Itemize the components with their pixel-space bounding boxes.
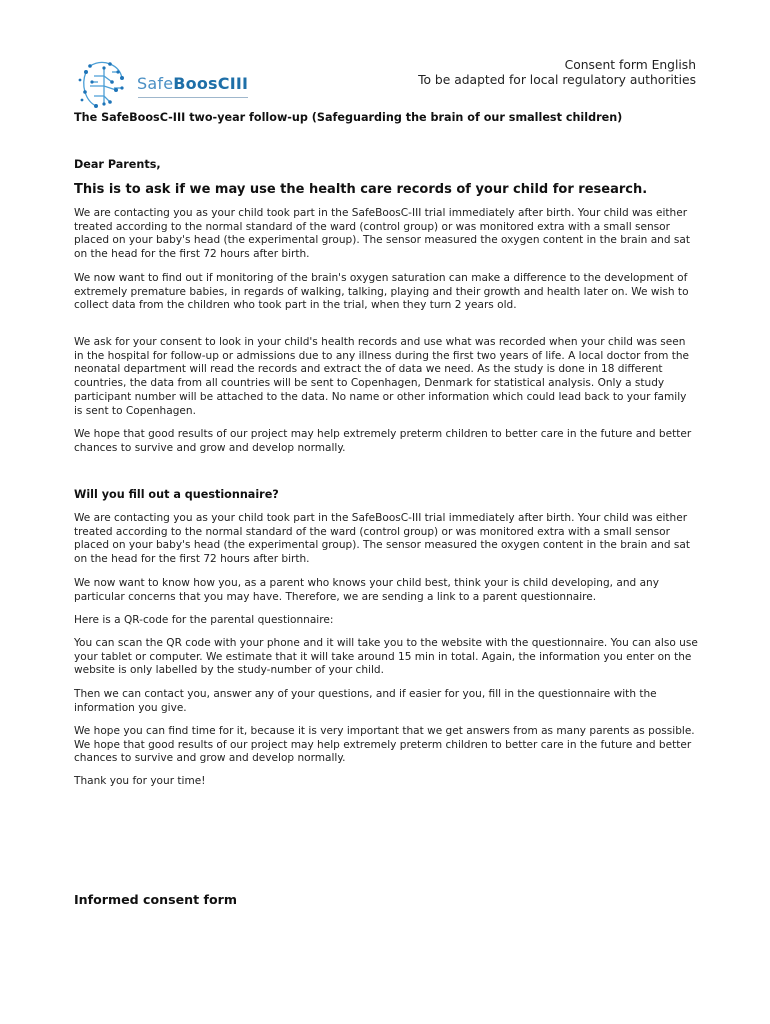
header-line-2: To be adapted for local regulatory authorities	[418, 72, 696, 87]
questionnaire-heading: Will you fill out a questionnaire?	[74, 488, 279, 501]
section1-paragraph-4: We hope that good results of our project may help extremely preterm children to better care in the future and better chances to survive and grow and develop normally.	[74, 428, 692, 454]
section1-paragraph-2: We now want to find out if monitoring of the brain's oxygen saturation can make a difference to the development of extremely premature babies, in regards of walking, talking, playing and their growth and health later on. We wish to collect data from the children who took part in the trial, when they turn 2 years old.	[74, 272, 689, 312]
section2-paragraph-7: Thank you for your time!	[74, 775, 206, 787]
section2-paragraph-5: Then we can contact you, answer any of your questions, and if easier for you, fill in the questionnaire with the information you give.	[74, 688, 657, 714]
section1-paragraph-1: We are contacting you as your child took part in the SafeBoosC-III trial immediately after birth. Your child was either treated according to the normal standard of the ward (control group) or was monitored extra with a small sensor placed on your baby's head (the experimental group). The sensor measured the oxygen content in the brain and sat on the head for the first 72 hours after birth.	[74, 207, 690, 261]
section2-paragraph-6: We hope you can find time for it, because it is very important that we get answers from as many parents as possible. We hope that good results of our project may help extremely preterm children to better care in the future and better chances to survive and grow and develop normally.	[74, 725, 695, 765]
section1-paragraph-3: We ask for your consent to look in your child's health records and use what was recorded when your child was seen in the hospital for follow-up or admissions due to any illness during the first two years of life. A local doctor from the neonatal department will read the records and extract the of data we need. As the study is done in 18 different countries, the data from all countries will be sent to Copenhagen, Denmark for statistical analysis. Only a study participant number will be attached to the data. No name or other information which could lead back to your family is sent to Copenhagen.	[74, 336, 690, 417]
section2-paragraph-3: Here is a QR-code for the parental questionnaire:	[74, 614, 334, 626]
logo-tagline-graphic	[138, 96, 248, 99]
records-request-heading: This is to ask if we may use the health care records of your child for research.	[74, 182, 648, 197]
document-title: The SafeBoosC-III two-year follow-up (Safeguarding the brain of our smallest children)	[74, 111, 623, 124]
logo-wordmark	[137, 74, 248, 93]
brain-circuit-icon	[76, 58, 132, 114]
header-note	[418, 58, 696, 87]
header-line-1: Consent form English	[564, 58, 696, 72]
logo-wordmark-light: Safe	[137, 74, 174, 93]
section2-paragraph-4: You can scan the QR code with your phone and it will take you to the website with the questionnaire. You can also use your tablet or computer. We estimate that it will take around 15 min in total. Again, the information you enter on the website is only labelled by the study-number of your child.	[74, 637, 698, 677]
informed-consent-heading: Informed consent form	[74, 892, 238, 907]
section2-paragraph-1: We are contacting you as your child took part in the SafeBoosC-III trial immediately after birth. Your child was either treated according to the normal standard of the ward (control group) or was monitored extra with a small sensor placed on your baby's head (the experimental group). The sensor measured the oxygen content in the brain and sat on the head for the first 72 hours after birth.	[74, 512, 690, 566]
section2-paragraph-2: We now want to know how you, as a parent who knows your child best, think your is child developing, and any particular concerns that you may have. Therefore, we are sending a link to a parent questionnaire.	[74, 577, 659, 603]
greeting: Dear Parents,	[74, 158, 161, 171]
logo-wordmark-bold: BoosCIII	[173, 74, 249, 93]
safeboosc-logo	[76, 58, 266, 114]
